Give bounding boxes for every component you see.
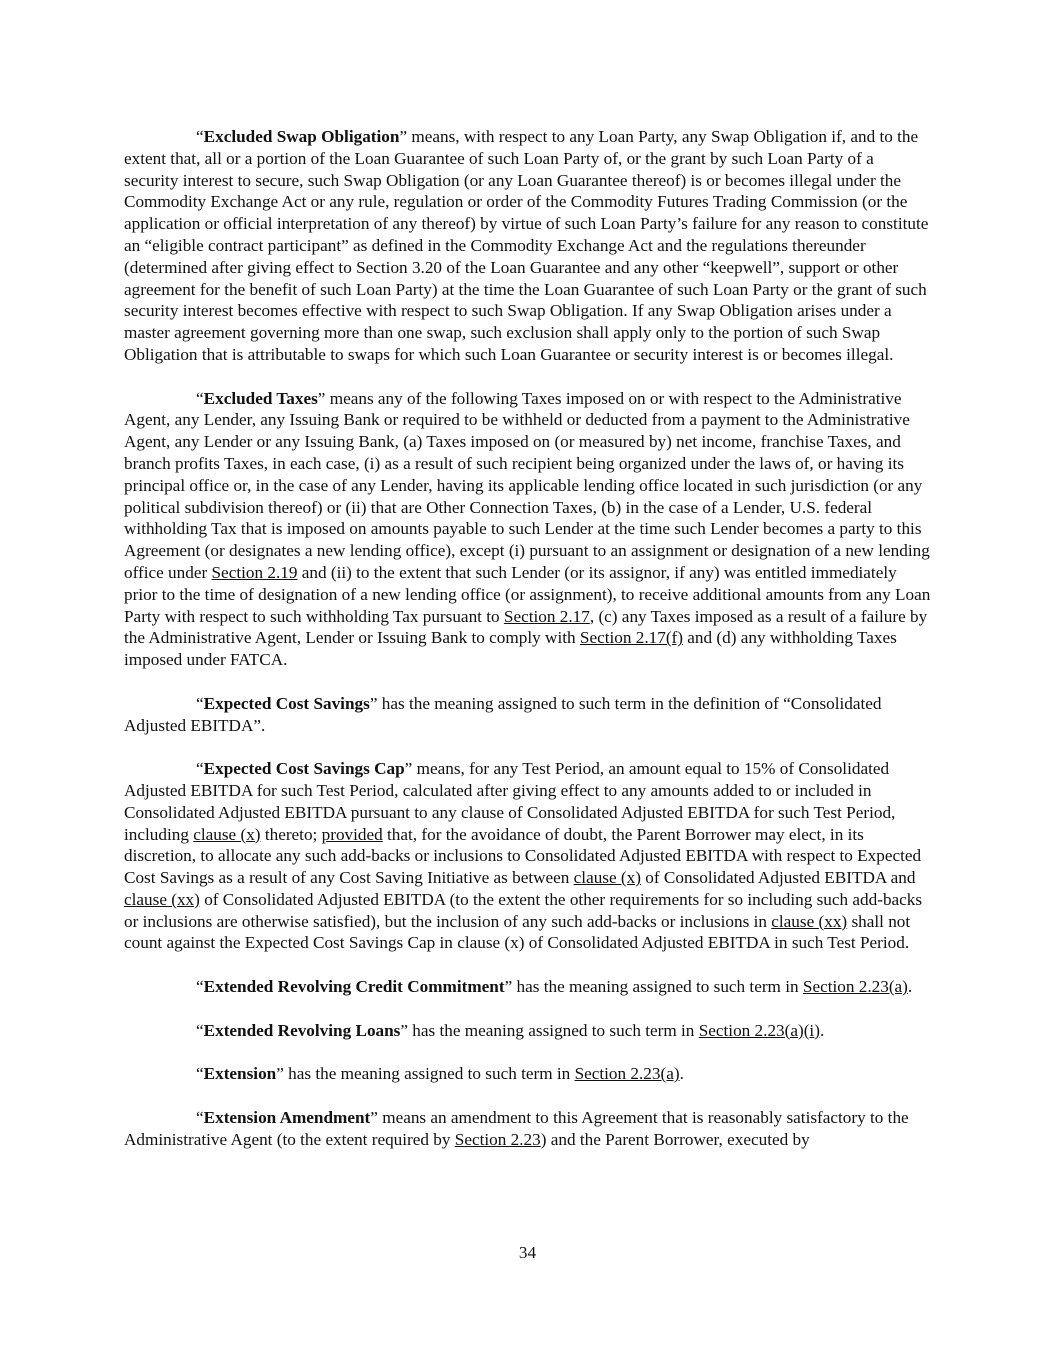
definition-text: ” has the meaning assigned to such term in: [504, 977, 803, 997]
definition-text: ” means any of the following Taxes imposed on or with respect to the Administrative Agent, any Lender, any Issuing Bank or required to be withheld or deducted from a payment to the Administrative Agent, any Lender or any Issuing Bank, (a) Taxes imposed on (or measured by) net income, franchise Taxes, and branch profits Taxes, in each case, (i) as a result of such recipient being organized under the laws of, or having its principal office or, in the case of any Lender, having its applicable lending office located in such jurisdiction (or any political subdivision thereof) or (ii) that are Other Connection Taxes, (b) in the case of a Lender, U.S. federal withholding Tax that is imposed on amounts payable to such Lender at the time such Lender becomes a party to this Agreement (or designates a new lending office), except (i) pursuant to an assignment or designation of a new lending office under: [124, 388, 930, 582]
section-reference: Section 2.23(a)(i): [698, 1020, 820, 1040]
page-number: 34: [518, 1243, 537, 1262]
definition-text: and (d) any withholding Taxes imposed under FATCA.: [124, 628, 897, 670]
clause-reference: clause (xx): [771, 911, 848, 931]
proviso-term: provided: [321, 824, 383, 844]
section-reference: Section 2.17: [503, 606, 590, 626]
definition-excluded-taxes: “Excluded Taxes” means any of the following Taxes imposed on or with respect to the Administrative Agent, any Lender, any Issuing Bank or required to be withheld or deducted from a payment to the Administrative Agent, any Lender or any Issuing Bank, (a) Taxes imposed on (or measured by) net income, franchise Taxes, and branch profits Taxes, in each case, (i) as a result of such recipient being organized under the laws of, or having its principal office or, in the case of any Lender, having its applicable lending office located in such jurisdiction (or any political subdivision thereof) or (ii) that are Other Connection Taxes, (b) in the case of a Lender, U.S. federal withholding Tax that is imposed on amounts payable to such Lender at the time such Lender becomes a party to this Agreement (or designates a new lending office), except (i) pursuant to an assignment or designation of a new lending office under Section 2.19 and (ii) to the extent that such Lender (or its assignor, if any) was entitled immediately prior to the time of designation of a new lending office (or assignment), to receive additional amounts from any Loan Party with respect to such withholding Tax pursuant to Section 2.17, (c) any Taxes imposed as a result of a failure by the Administrative Agent, Lender or Issuing Bank to comply with Section 2.17(f) and (d) any withholding Taxes imposed under FATCA.: [124, 388, 931, 670]
section-reference: Section 2.23(a): [574, 1064, 680, 1084]
clause-reference: clause (xx): [124, 889, 200, 909]
defined-term: Extended Revolving Loans: [203, 1020, 401, 1040]
section-reference: Section 2.19: [211, 562, 298, 582]
defined-term: Extension: [203, 1064, 277, 1084]
definition-text: ” means, with respect to any Loan Party, any Swap Obligation if, and to the extent that, all or a portion of the Loan Guarantee of such Loan Party of, or the grant by such Loan Party of a security interest to secure, such Swap Obligation (or any Loan Guarantee thereof) is or becomes illegal under the Commodity Exchange Act or any rule, regulation or order of the Commodity Futures Trading Commission (or the application or official interpretation of any thereof) by virtue of such Loan Party’s failure for any reason to constitute an “eligible contract participant” as defined in the Commodity Exchange Act and the regulations thereunder (determined after giving effect to Section 3.20 of the Loan Guarantee and any other “keepwell”, support or other agreement for the benefit of such Loan Party) at the time the Loan Guarantee of such Loan Party or the grant of such security interest becomes effective with respect to such Swap Obligation. If any Swap Obligation arises under a master agreement governing more than one swap, such exclusion shall apply only to the portion of such Swap Obligation that is attributable to swaps for which such Loan Guarantee or security interest is or becomes illegal.: [124, 127, 929, 364]
section-reference: Section 2.23(a): [802, 977, 908, 997]
definition-text: thereto;: [260, 824, 322, 844]
definition-text: shall not count against the Expected Cost Savings Cap in clause (x) of Consolidated Adjusted EBITDA in such Test Period.: [124, 911, 911, 953]
defined-term: Expected Cost Savings Cap: [203, 759, 405, 779]
definition-text: ” means, for any Test Period, an amount equal to 15% of Consolidated Adjusted EBITDA for such Test Period, calculated after giving effect to any amounts added to or included in Consolidated Adjusted EBITDA pursuant to any clause of Consolidated Adjusted EBITDA for such Test Period, including: [124, 759, 896, 844]
definition-text: of Consolidated Adjusted EBITDA (to the extent the other requirements for so including such add-backs or inclusions are otherwise satisfied), but the inclusion of any such add-backs or inclusions in: [124, 889, 923, 931]
definition-text: ) and the Parent Borrower, executed by: [540, 1129, 810, 1149]
clause-reference: clause (x): [573, 868, 641, 888]
definition-extended-revolving-credit-commitment: “Extended Revolving Credit Commitment” has the meaning assigned to such term in Section 2.23(a).: [196, 977, 913, 997]
definition-extended-revolving-loans: “Extended Revolving Loans” has the meaning assigned to such term in Section 2.23(a)(i).: [196, 1020, 825, 1040]
definition-expected-cost-savings: “Expected Cost Savings” has the meaning assigned to such term in the definition of “Consolidated Adjusted EBITDA”.: [124, 693, 882, 735]
definition-text: .: [907, 977, 913, 997]
definition-text: ” has the meaning assigned to such term in the definition of “Consolidated Adjusted EBITDA”.: [124, 693, 882, 735]
definition-expected-cost-savings-cap: “Expected Cost Savings Cap” means, for any Test Period, an amount equal to 15% of Consolidated Adjusted EBITDA for such Test Period, calculated after giving effect to any amounts added to or included in Consolidated Adjusted EBITDA pursuant to any clause of Consolidated Adjusted EBITDA for such Test Period, including clause (x) thereto; provided that, for the avoidance of doubt, the Parent Borrower may elect, in its discretion, to allocate any such add-backs or inclusions to Consolidated Adjusted EBITDA with respect to Expected Cost Savings as a result of any Cost Saving Initiative as between clause (x) of Consolidated Adjusted EBITDA and clause (xx) of Consolidated Adjusted EBITDA (to the extent the other requirements for so including such add-backs or inclusions are otherwise satisfied), but the inclusion of any such add-backs or inclusions in clause (xx) shall not count against the Expected Cost Savings Cap in clause (x) of Consolidated Adjusted EBITDA in such Test Period.: [124, 759, 923, 953]
definition-extension-amendment: “Extension Amendment” means an amendment to this Agreement that is reasonably satisfactory to the Administrative Agent (to the extent required by Section 2.23) and the Parent Borrower, executed by: [124, 1107, 909, 1149]
defined-term: Excluded Swap Obligation: [203, 127, 400, 146]
definition-text: ” has the meaning assigned to such term in: [276, 1064, 575, 1084]
defined-term: Expected Cost Savings: [203, 693, 370, 713]
definition-extension: “Extension” has the meaning assigned to such term in Section 2.23(a).: [196, 1064, 684, 1084]
definition-excluded-swap-obligation: “Excluded Swap Obligation” means, with respect to any Loan Party, any Swap Obligation if, and to the extent that, all or a portion of the Loan Guarantee of such Loan Party of, or the grant by such Loan Party of a security interest to secure, such Swap Obligation (or any Loan Guarantee thereof) is or becomes illegal under the Commodity Exchange Act or any rule, regulation or order of the Commodity Futures Trading Commission (or the application or official interpretation of any thereof) by virtue of such Loan Party’s failure for any reason to constitute an “eligible contract participant” as defined in the Commodity Exchange Act and the regulations thereunder (determined after giving effect to Section 3.20 of the Loan Guarantee and any other “keepwell”, support or other agreement for the benefit of such Loan Party) at the time the Loan Guarantee of such Loan Party or the grant of such security interest becomes effective with respect to such Swap Obligation. If any Swap Obligation arises under a master agreement governing more than one swap, such exclusion shall apply only to the portion of such Swap Obligation that is attributable to swaps for which such Loan Guarantee or security interest is or becomes illegal.: [124, 127, 929, 364]
clause-reference: clause (x): [193, 824, 261, 844]
definition-text: that, for the avoidance of doubt, the Parent Borrower may elect, in its discretion, to allocate any such add-backs or inclusions to Consolidated Adjusted EBITDA with respect to Expected Cost Savings as a result of any Cost Saving Initiative as between: [124, 824, 922, 888]
definition-text: of Consolidated Adjusted EBITDA and: [640, 868, 916, 888]
definition-text: and (ii) to the extent that such Lender (or its assignor, if any) was entitled immediately prior to the time of designation of a new lending office (or assignment), to receive additional amounts from any Loan Party with respect to such withholding Tax pursuant to: [124, 562, 931, 626]
definitions-body: [124, 126, 932, 1172]
defined-term: Extended Revolving Credit Commitment: [203, 977, 505, 997]
definition-text: .: [679, 1064, 684, 1084]
definition-text: .: [819, 1020, 825, 1040]
definition-text: , (c) any Taxes imposed as a result of a failure by the Administrative Agent, Lender or Issuing Bank to comply with: [124, 606, 928, 648]
definition-text: ” means an amendment to this Agreement that is reasonably satisfactory to the Administrative Agent (to the extent required by: [124, 1107, 909, 1149]
section-reference: Section 2.17(f): [579, 628, 683, 648]
defined-term: Extension Amendment: [203, 1107, 371, 1127]
section-reference: Section 2.23: [454, 1129, 541, 1149]
definition-text: ” has the meaning assigned to such term in: [400, 1020, 699, 1040]
defined-term: Excluded Taxes: [203, 388, 318, 408]
